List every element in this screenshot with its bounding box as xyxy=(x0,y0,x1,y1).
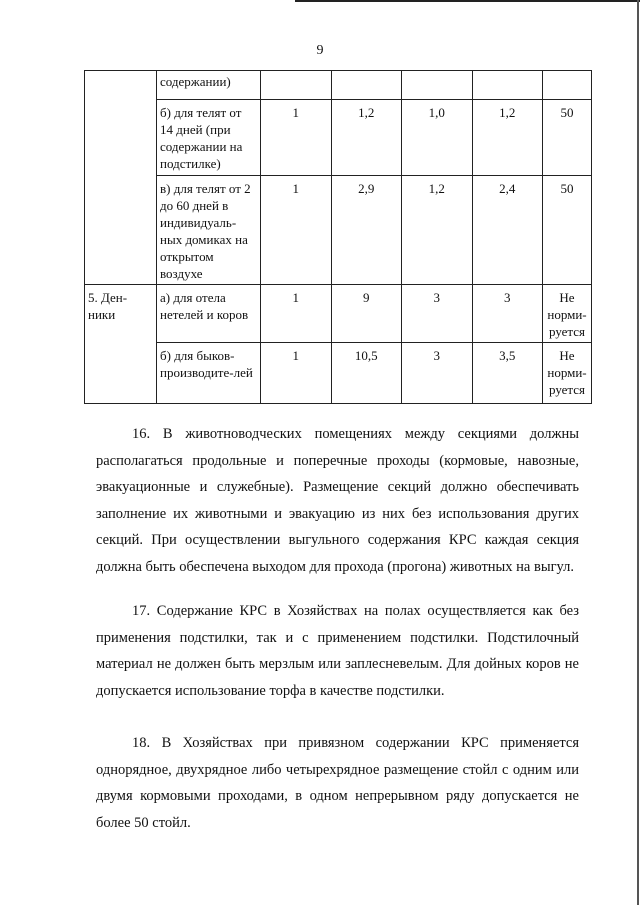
table-row xyxy=(85,285,592,343)
table-cell-name xyxy=(85,71,157,285)
table-cell-value: 2,9 xyxy=(331,176,402,285)
table-cell-value xyxy=(261,71,332,100)
table-cell-value: 9 xyxy=(331,285,402,343)
table-cell-subcategory: а) для отела нетелей и коров xyxy=(157,285,261,343)
table-cell-subcategory: содержании) xyxy=(157,71,261,100)
table-cell-value: 1 xyxy=(261,176,332,285)
table-cell-value xyxy=(402,71,473,100)
paragraph-16: 16. В животноводческих помещениях между секциями должны располагаться продольные и поперечные проходы (кормовые, навозные, эвакуационные и служебные). Размещение секций должно обеспечивать заполнение их животными и эвакуацию из них без использования других секций. При осуществлении выгульного содержания КРС каждая секция должна быть обеспечена выходом для прохода (прогона) животных на выгул. xyxy=(96,426,579,575)
table-cell-value: 1,2 xyxy=(331,100,402,176)
table-cell-value: 2,4 xyxy=(472,176,543,285)
table-cell-value xyxy=(543,71,592,100)
table-cell-name: 5. Ден-ники xyxy=(85,285,157,404)
table-cell-value: 3 xyxy=(402,343,473,404)
table-cell-value: 50 xyxy=(543,100,592,176)
table-cell-value: 1 xyxy=(261,343,332,404)
table-cell-value: 1,2 xyxy=(402,176,473,285)
table-cell-value: 3 xyxy=(472,285,543,343)
table-cell-value: Не норми-руется xyxy=(543,285,592,343)
table-cell-value xyxy=(331,71,402,100)
table-cell-subcategory: б) для телят от 14 дней (при содержании на подстилке) xyxy=(157,100,261,176)
table-row xyxy=(85,100,592,176)
table-cell-value: 1,0 xyxy=(402,100,473,176)
norms-table xyxy=(84,70,592,404)
page-number: 9 xyxy=(316,43,324,58)
table-cell-value xyxy=(472,71,543,100)
table-cell-subcategory: в) для телят от 2 до 60 дней в индивидуаль-ных домиках на открытом воздухе xyxy=(157,176,261,285)
table-row xyxy=(85,343,592,404)
table-cell-value: 10,5 xyxy=(331,343,402,404)
table-cell-subcategory: б) для быков-производите-лей xyxy=(157,343,261,404)
table-cell-value: 3,5 xyxy=(472,343,543,404)
table-row xyxy=(85,176,592,285)
table-cell-value: 3 xyxy=(402,285,473,343)
table-cell-value: 1,2 xyxy=(472,100,543,176)
table-cell-value: 1 xyxy=(261,100,332,176)
right-border-line xyxy=(637,0,639,905)
paragraph-17: 17. Содержание КРС в Хозяйствах на полах осуществляется как без применения подстилки, так и с применением подстилки. Подстилочный материал не должен быть мерзлым или заплесневелым. Для дойных коров не допускается использование торфа в качестве подстилки. xyxy=(96,603,579,699)
table-cell-value: 1 xyxy=(261,285,332,343)
table-cell-value: Не норми-руется xyxy=(543,343,592,404)
paragraph-18: 18. В Хозяйствах при привязном содержании КРС применяется однорядное, двухрядное либо четырехрядное размещение стойл с одним или двумя кормовыми проходами, в одном непрерывном ряду допускается не более 50 стойл. xyxy=(96,735,579,831)
table-cell-value: 50 xyxy=(543,176,592,285)
table-row xyxy=(85,71,592,100)
top-border-line xyxy=(295,0,640,2)
